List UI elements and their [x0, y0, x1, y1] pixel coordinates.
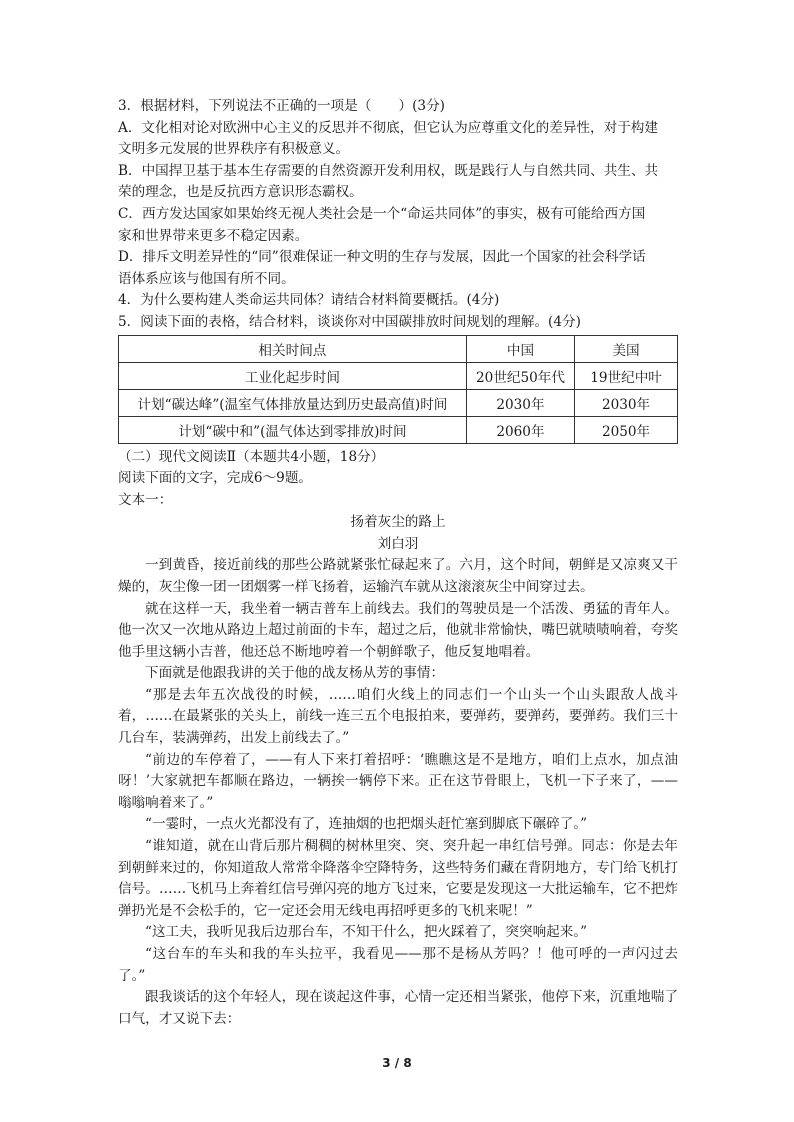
option-b-line-2: 荣的理念，也是反抗西方意识形态霸权。: [118, 184, 363, 201]
table-cell: 2060年: [466, 416, 574, 443]
reading-instruction: 阅读下面的文字，完成6～9题。: [118, 470, 313, 487]
table-row: [119, 362, 678, 389]
table-cell: 计划“碳中和”(温气体达到零排放)时间: [119, 416, 467, 443]
section-heading: （二）现代文阅读Ⅱ（本题共4小题，18分）: [118, 448, 385, 465]
table-header-cell: 美国: [575, 335, 678, 362]
document-page: [118, 96, 678, 1030]
article-paragraph: “这台车的车头和我的车头拉平，我看见——那不是杨从芳吗？！他可呼的一声闪过去了。”: [118, 946, 678, 984]
article-paragraph: “前边的车停着了，——有人下来打着招呼：‘瞧瞧这是不是地方，咱们上点水，加点油呀！’大家就把车都顺在路边，一辆挨一辆停下来。正在这节骨眼上，飞机一下子来了，——嗡嗡响着来了。”: [118, 751, 678, 811]
table-cell: 2050年: [575, 416, 678, 443]
table-header-cell: 中国: [466, 335, 574, 362]
article-title: 扬着灰尘的路上: [350, 514, 446, 531]
article-paragraph: “这工夫，我听见我后边那台车，不知干什么，把火踩着了，突突响起来。”: [145, 924, 588, 941]
option-d-line-1: D．排斥文明差异性的“同”很难保证一种文明的生存与发展，因此一个国家的社会科学话: [118, 249, 646, 266]
option-c-line-1: C．西方发达国家如果始终无视人类社会是一个“命运共同体”的事实，极有可能给西方国: [118, 205, 646, 222]
option-d-line-2: 语体系应该与他国有所不同。: [118, 270, 295, 287]
article-paragraph: 跟我谈话的这个年轻人，现在谈起这件事，心情一定还相当紧张，他停下来，沉重地喘了口气，才又说下去：: [118, 989, 678, 1027]
option-a-line-2: 文明多元发展的世界秩序有积极意义。: [118, 141, 350, 158]
article-paragraph: 一到黄昏，接近前线的那些公路就紧张忙碌起来了。六月，这个时间，朝鲜是又凉爽又干燥的，灰尘像一团一团烟雾一样飞扬着，运输汽车就从这滚滚灰尘中间穿过去。: [118, 557, 678, 595]
article-paragraph: “谁知道，就在山背后那片稠稠的树林里突、突、突升起一串红信号弹。同志：你是去年到朝鲜来过的，你知道敌人常常伞降落伞空降特务，这些特务们藏在背阴地方，专门给飞机打信号。……飞机马上奔着红信号弹闪亮的地方飞过来，它要是发现这一大批运输车，它不把炸弹扔光是不会松手的，它一定还会用无线电再招呼更多的飞机来呢！”: [118, 838, 678, 919]
article-paragraph: 下面就是他跟我讲的关于他的战友杨从芳的事情：: [145, 665, 445, 682]
article-author: 刘白羽: [377, 536, 419, 553]
page-number: 3 / 8: [382, 1056, 412, 1070]
option-c-line-2: 家和世界带来更多不稳定因素。: [118, 227, 309, 244]
table-row: [119, 389, 678, 416]
article-paragraph: “一霎时，一点火光都没有了，连抽烟的也把烟头赶忙塞到脚底下碾碎了。”: [145, 816, 588, 833]
table-cell: 工业化起步时间: [119, 362, 467, 389]
carbon-timeline-table: [118, 335, 678, 444]
question-4: 4．为什么要构建人类命运共同体？请结合材料简要概括。(4分): [118, 292, 500, 309]
table-row: [119, 416, 678, 443]
table-cell: 20世纪50年代: [466, 362, 574, 389]
table-cell: 19世纪中叶: [575, 362, 678, 389]
option-a-line-1: A．文化相对论对欧洲中心主义的反思并不彻底，但它认为应尊重文化的差异性，对于构建: [118, 119, 658, 136]
table-header-row: [119, 335, 678, 362]
table-cell: 2030年: [575, 389, 678, 416]
table-header-cell: 相关时间点: [119, 335, 467, 362]
question-5: 5．阅读下面的表格，结合材料，谈谈你对中国碳排放时间规划的理解。(4分): [118, 313, 581, 330]
question-3: 3．根据材料，下列说法不正确的一项是（ ）(3分): [118, 98, 445, 114]
table-cell: 2030年: [466, 389, 574, 416]
text-label: 文本一：: [118, 491, 173, 508]
article-paragraph: “那是去年五次战役的时候，……咱们火线上的同志们一个山头一个山头跟敌人战斗着，……在最紧张的关头上，前线一连三五个电报拍来，要弹药，要弹药，要弹药。我们三十几台车，装满弹药，出发上前线去了。”: [118, 686, 678, 747]
article-paragraph: 就在这样一天，我坐着一辆吉普车上前线去。我们的驾驶员是一个活泼、勇猛的青年人。他一次又一次地从路边上超过前面的卡车，超过之后，他就非常愉快，嘴巴就啧啧响着，夸奖他手里这辆小吉普，他还总不断地哼着一个朝鲜歌子，他反复地唱着。: [118, 600, 678, 660]
option-b-line-1: B．中国捍卫基于基本生存需要的自然资源开发利用权，既是践行人与自然共同、共生、共: [118, 162, 659, 179]
table-cell: 计划“碳达峰”(温室气体排放量达到历史最高值)时间: [119, 389, 467, 416]
